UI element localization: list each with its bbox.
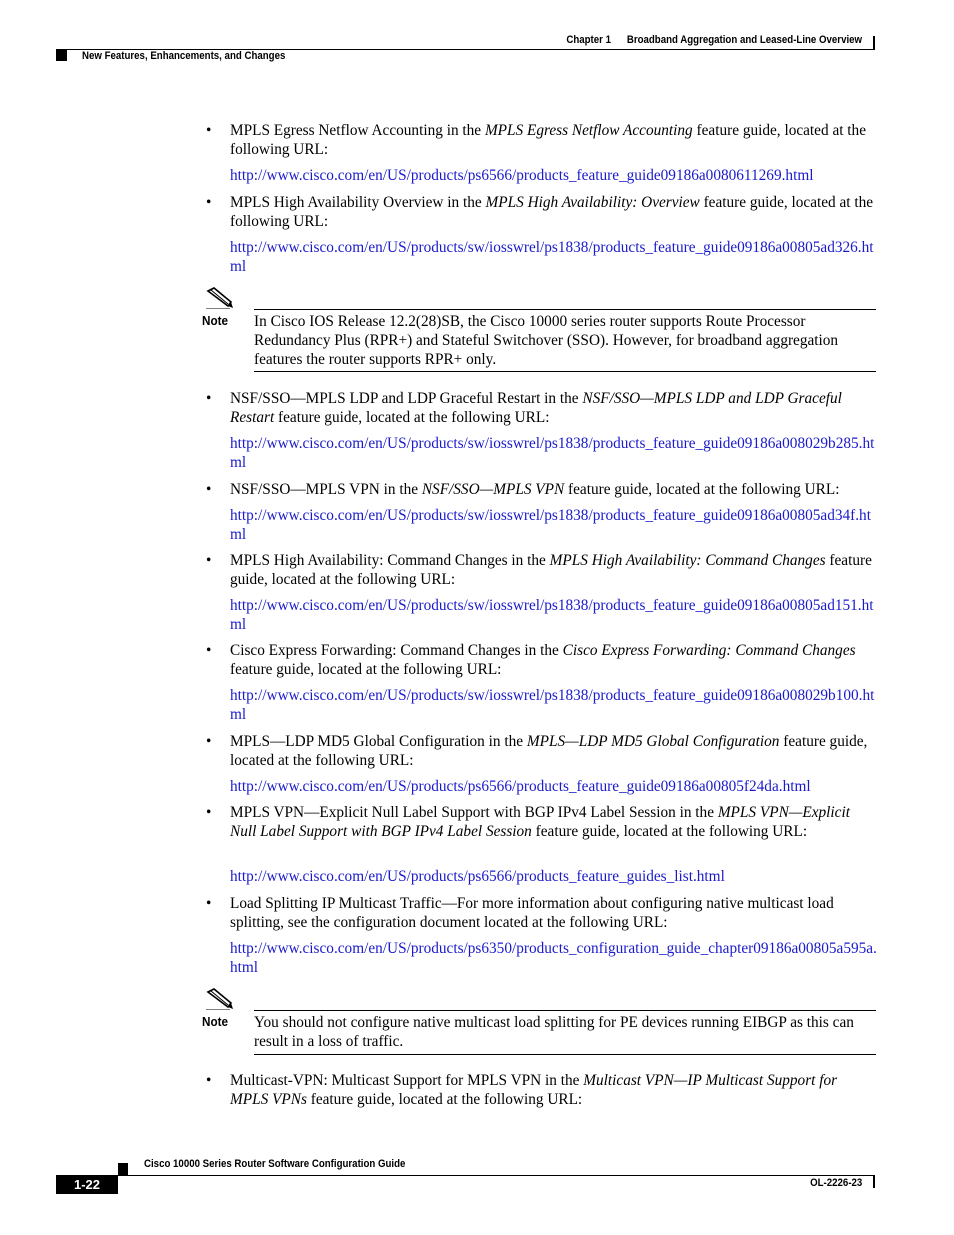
note-rule-top — [254, 309, 876, 310]
note-rule-top — [254, 1010, 876, 1011]
pencil-icon — [204, 287, 234, 309]
note-label: Note — [202, 1014, 229, 1029]
list-item: • Multicast-VPN: Multicast Support for MPLS VPN in the Multicast VPN—IP Multicast Support for MPLS VPNs feature guide, located at the following URL: — [206, 1072, 838, 1108]
list-item: • Cisco Express Forwarding: Command Changes in the Cisco Express Forwarding: Command Changes feature guide, located at the following URL: — [206, 642, 856, 678]
note-text: In Cisco IOS Release 12.2(28)SB, the Cisco 10000 series router supports Route Processor Redundancy Plus (RPR+) and Stateful Switchover (SSO). However, for broadband aggregation features the router supports RPR+ only. — [254, 313, 839, 368]
bullet-icon: • — [206, 390, 212, 407]
footer-block — [118, 1163, 128, 1175]
note-box — [200, 287, 876, 371]
bullet-icon: • — [206, 481, 212, 498]
bullet-icon: • — [206, 122, 212, 139]
url-link[interactable]: http://www.cisco.com/en/US/products/sw/iosswrel/ps1838/products_feature_guide09186a00805ad34f.html — [230, 507, 871, 543]
list-item: • MPLS—LDP MD5 Global Configuration in the MPLS—LDP MD5 Global Configuration feature guide, located at the following URL: — [206, 733, 868, 769]
note-box — [200, 988, 876, 1055]
bullet-icon: • — [206, 194, 212, 211]
bullet-icon: • — [206, 552, 212, 569]
note-rule-bottom — [254, 371, 876, 372]
url-link[interactable]: http://www.cisco.com/en/US/products/sw/iosswrel/ps1838/products_feature_guide09186a00805ad151.html — [230, 597, 874, 633]
footer-rule — [118, 1175, 875, 1176]
list-item: • Load Splitting IP Multicast Traffic—For more information about configuring native multicast load splitting, see the configuration document located at the following URL: — [206, 895, 834, 931]
bullet-icon: • — [206, 895, 212, 912]
chapter-title: Broadband Aggregation and Leased-Line Overview — [626, 34, 862, 46]
url-link[interactable]: http://www.cisco.com/en/US/products/sw/iosswrel/ps1838/products_feature_guide09186a00805ad326.html — [230, 239, 874, 275]
url-link[interactable]: http://www.cisco.com/en/US/products/ps6350/products_configuration_guide_chapter09186a00805a595a.html — [230, 940, 877, 976]
url-link[interactable]: http://www.cisco.com/en/US/products/ps6566/products_feature_guide09186a00805f24da.html — [230, 778, 811, 795]
url-link[interactable]: http://www.cisco.com/en/US/products/ps6566/products_feature_guides_list.html — [230, 868, 725, 885]
page-number: 1-22 — [56, 1175, 118, 1194]
doc-number: OL-2226-23 — [809, 1177, 862, 1189]
bullet-icon: • — [206, 1072, 212, 1089]
url-link[interactable]: http://www.cisco.com/en/US/products/sw/iosswrel/ps1838/products_feature_guide09186a008029b100.html — [230, 687, 875, 723]
running-header-section: New Features, Enhancements, and Changes — [82, 50, 286, 62]
url-link[interactable]: http://www.cisco.com/en/US/products/sw/iosswrel/ps1838/products_feature_guide09186a008029b285.html — [230, 435, 875, 471]
footer-tick — [873, 1175, 875, 1188]
bullet-icon: • — [206, 642, 212, 659]
list-item: • MPLS High Availability Overview in the MPLS High Availability: Overview feature guide, located at the following URL: — [206, 194, 874, 230]
list-item: • MPLS High Availability: Command Changes in the MPLS High Availability: Command Changes feature guide, located at the following URL: — [206, 552, 872, 588]
url-link[interactable]: http://www.cisco.com/en/US/products/ps6566/products_feature_guide09186a0080611269.html — [230, 167, 814, 184]
list-item: • MPLS Egress Netflow Accounting in the MPLS Egress Netflow Accounting feature guide, located at the following URL: — [206, 122, 866, 158]
note-rule-bottom — [254, 1054, 876, 1055]
list-item: • NSF/SSO—MPLS LDP and LDP Graceful Restart in the NSF/SSO—MPLS LDP and LDP Graceful Restart feature guide, located at the following URL: — [206, 390, 842, 426]
list-item: • MPLS VPN—Explicit Null Label Support with BGP IPv4 Label Session in the MPLS VPN—Explicit Null Label Support with BGP IPv4 Label Session feature guide, located at the following URL: — [206, 804, 850, 840]
pencil-icon — [204, 988, 234, 1010]
bullet-icon: • — [206, 804, 212, 821]
chapter-number: Chapter 1 — [566, 34, 611, 46]
footer-guide-title: Cisco 10000 Series Router Software Configuration Guide — [144, 1158, 406, 1170]
list-item: • NSF/SSO—MPLS VPN in the NSF/SSO—MPLS VPN feature guide, located at the following URL: — [206, 481, 840, 498]
bullet-icon: • — [206, 733, 212, 750]
note-label: Note — [202, 313, 229, 328]
note-text: You should not configure native multicast load splitting for PE devices running EIBGP as this can result in a loss of traffic. — [254, 1014, 854, 1050]
